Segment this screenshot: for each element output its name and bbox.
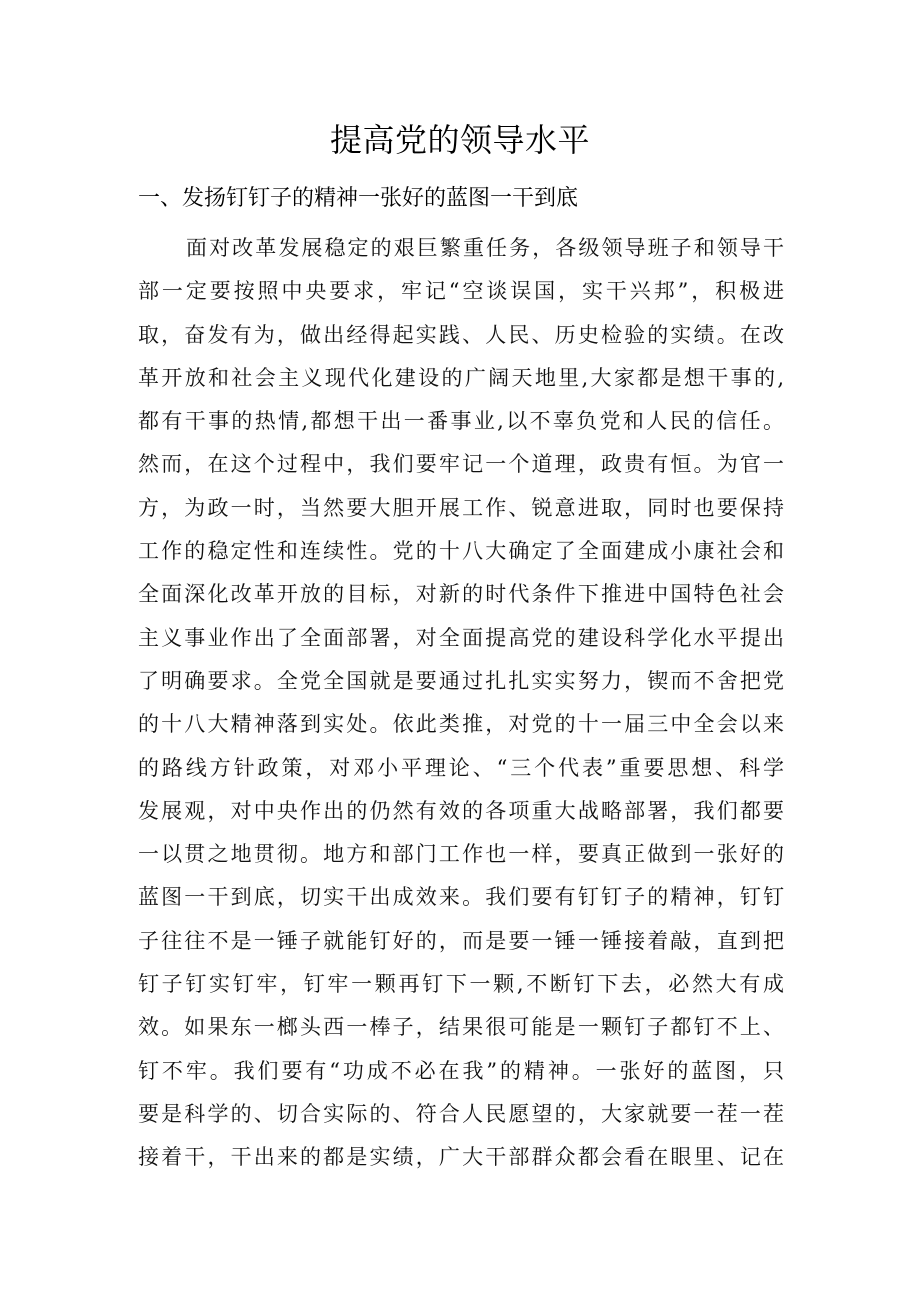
paragraph-line: 发展观，对中央作出的仍然有效的各项重大战略部署，我们都要 [138,798,784,823]
paragraph-line: 的十八大精神落到实处。依此类推，对党的十一届三中全会以来 [138,712,784,737]
paragraph-line: 方，为政一时，当然要大胆开展工作、锐意进取，同时也要保持 [138,495,784,520]
paragraph-line: 蓝图一干到底，切实干出成效来。我们要有钉钉子的精神，钉钉 [138,885,784,910]
paragraph-line: 效。如果东一榔头西一棒子，结果很可能是一颗钉子都钉不上、 [138,1015,784,1040]
paragraph-line: 接着干，干出来的都是实绩，广大干部群众都会看在眼里、记在 [138,1145,784,1170]
paragraph-line: 部一定要按照中央要求，牢记“空谈误国，实干兴邦”，积极进 [138,279,784,304]
document-title: 提高党的领导水平 [329,121,590,159]
paragraph-line: 革开放和社会主义现代化建设的广阔天地里,大家都是想干事的, [138,365,784,390]
paragraph-line: 工作的稳定性和连续性。党的十八大确定了全面建成小康社会和 [138,539,784,564]
paragraph-line: 取，奋发有为，做出经得起实践、人民、历史检验的实绩。在改 [138,322,784,347]
paragraph-line: 子往往不是一锤子就能钉好的，而是要一锤一锤接着敲，直到把 [138,928,784,953]
section-heading: 一、发扬钉钉子的精神一张好的蓝图一干到底 [138,186,579,211]
paragraph-line: 要是科学的、切合实际的、符合人民愿望的，大家就要一茬一茬 [138,1101,784,1126]
paragraph-line: 主义事业作出了全面部署，对全面提高党的建设科学化水平提出 [138,625,784,650]
paragraph-line: 钉不牢。我们要有“功成不必在我”的精神。一张好的蓝图，只 [138,1058,784,1083]
paragraph-line: 一以贯之地贯彻。地方和部门工作也一样，要真正做到一张好的 [138,842,784,867]
paragraph-line: 了明确要求。全党全国就是要通过扎扎实实努力，锲而不舍把党 [138,668,784,693]
body-paragraph [138,227,784,1180]
paragraph-line: 的路线方针政策，对邓小平理论、“三个代表”重要思想、科学 [138,755,784,780]
paragraph-line: 钉子钉实钉牢，钉牢一颗再钉下一颗,不断钉下去，必然大有成 [138,972,784,997]
paragraph-line: 面对改革发展稳定的艰巨繁重任务，各级领导班子和领导干 [186,236,784,260]
paragraph-line: 全面深化改革开放的目标，对新的时代条件下推进中国特色社会 [138,582,784,607]
paragraph-line: 都有干事的热情,都想干出一番事业,以不辜负党和人民的信任。 [138,409,784,434]
paragraph-line: 然而，在这个过程中，我们要牢记一个道理，政贵有恒。为官一 [138,452,784,477]
